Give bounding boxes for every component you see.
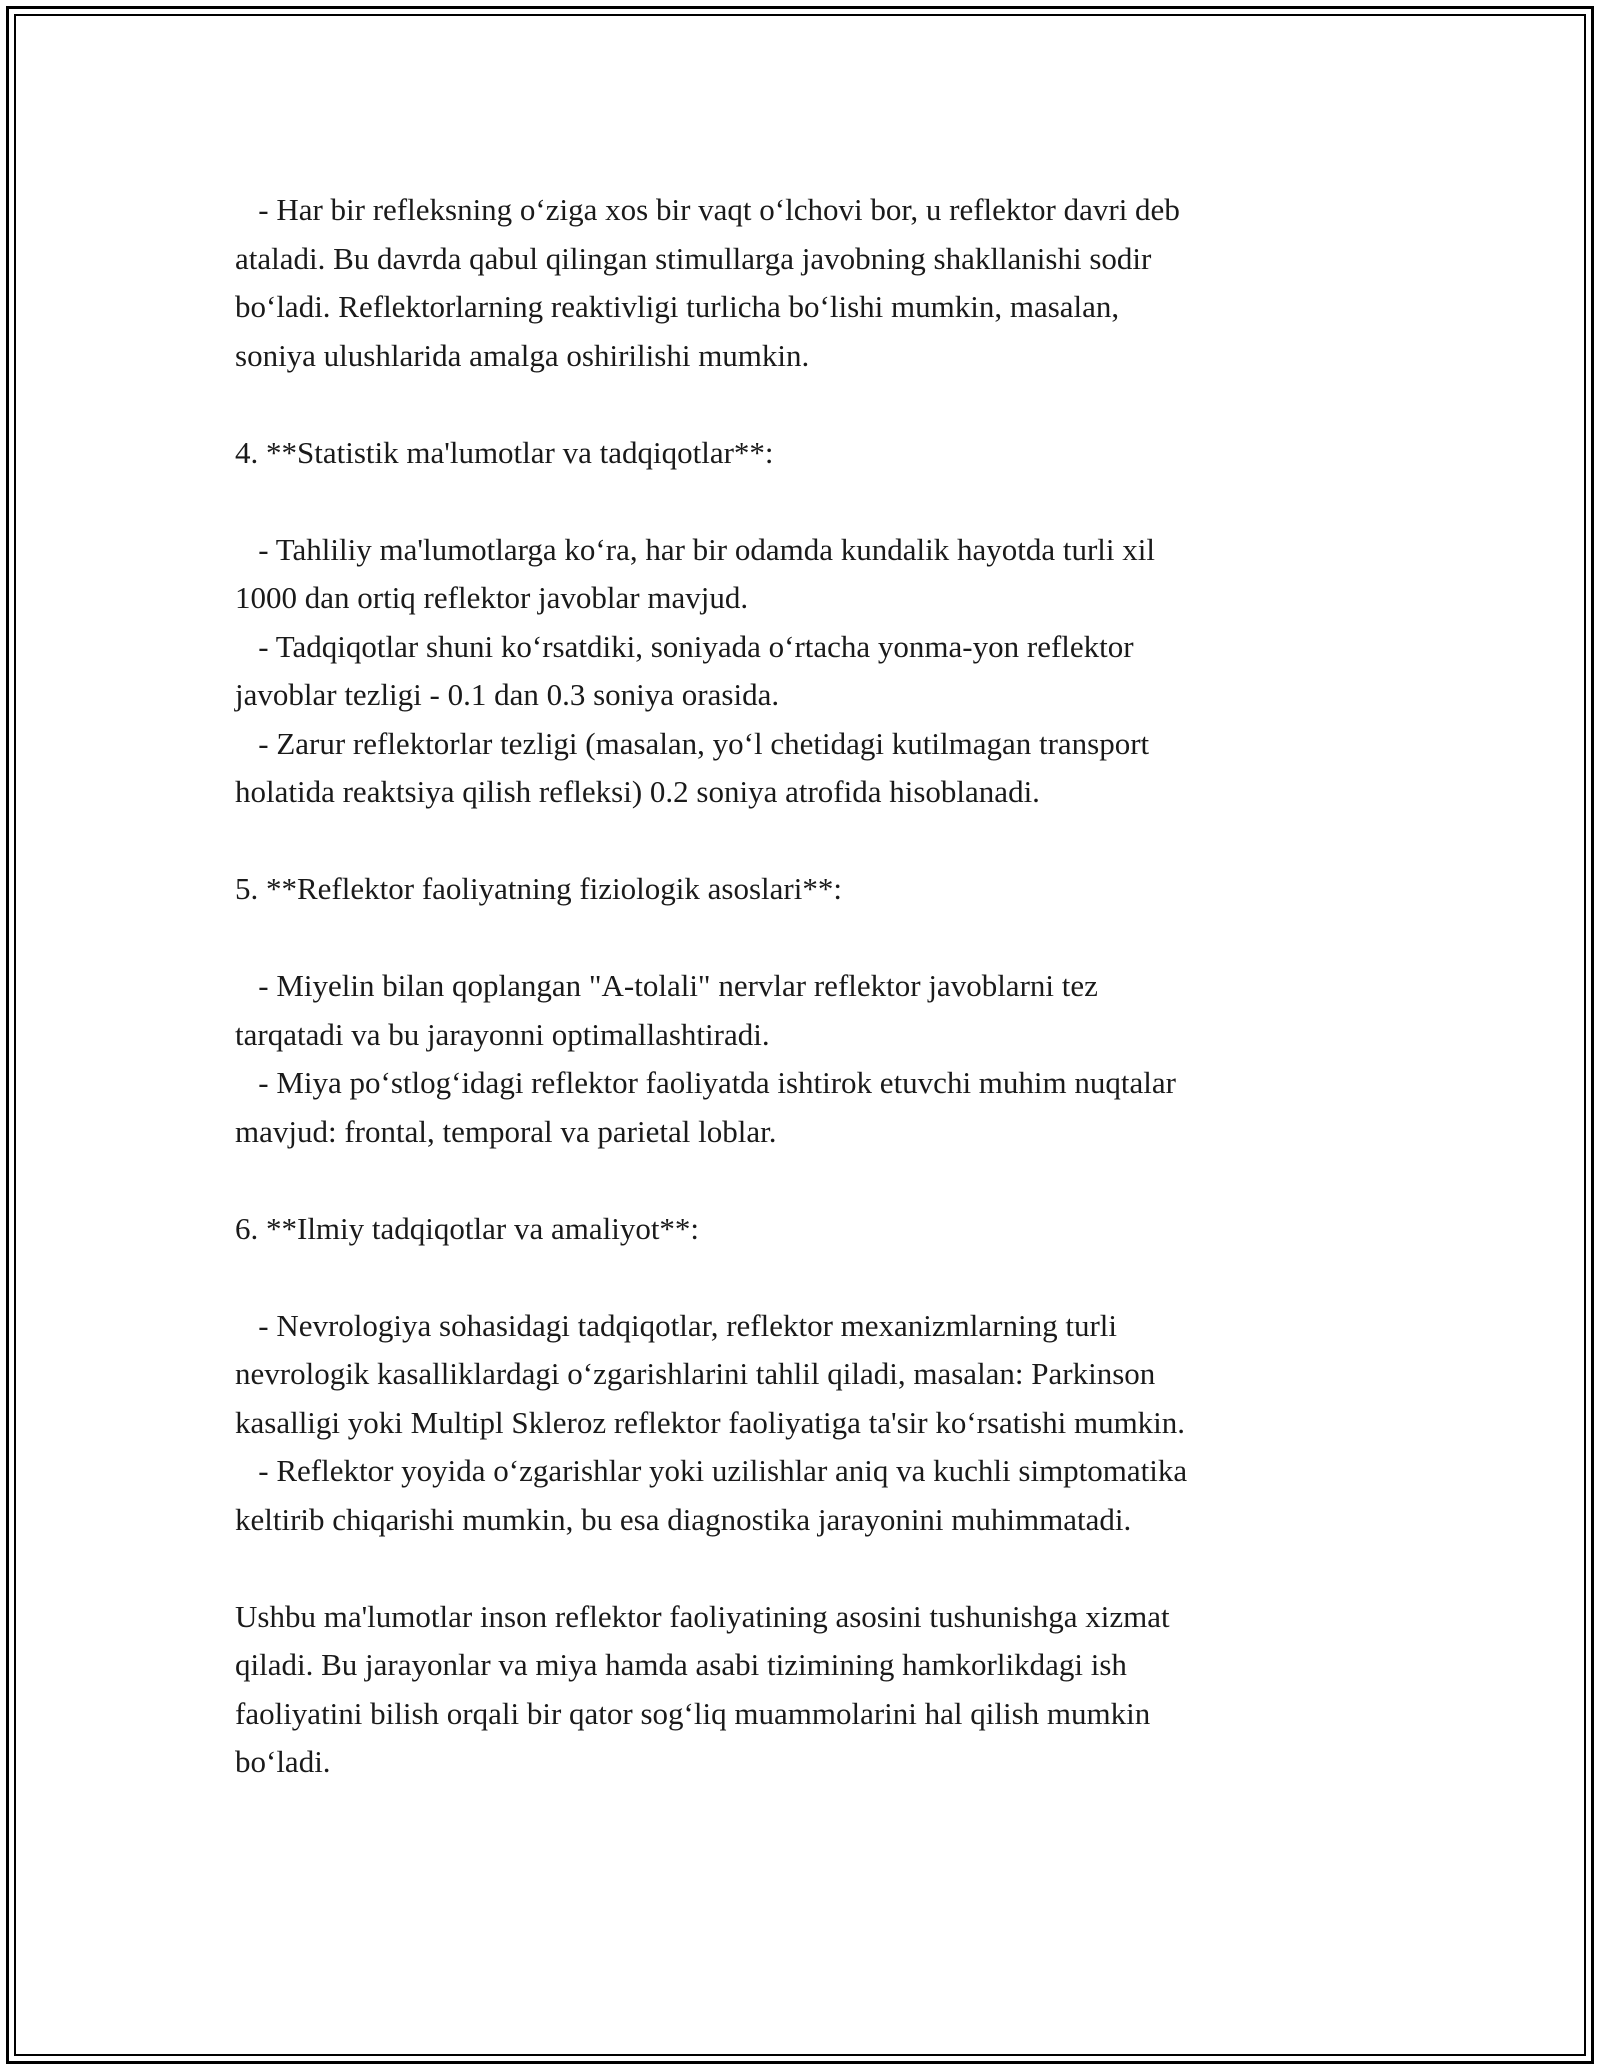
- section-heading-4: 4. **Statistik ma'lumotlar va tadqiqotlar**:: [235, 434, 774, 470]
- conclusion-line: Ushbu ma'lumotlar inson reflektor faoliyatining asosini tushunishga xizmat: [235, 1598, 1170, 1634]
- text-line: holatida reaktsiya qilish refleksi) 0.2 soniya atrofida hisoblanadi.: [235, 774, 1040, 809]
- text-line: soniya ulushlarida amalga oshirilishi mumkin.: [235, 337, 810, 373]
- blank-line: [235, 1253, 1385, 1302]
- text-line: - Reflektor yoyida o‘zgarishlar yoki uzilishlar aniq va kuchli simptomatika: [235, 1453, 1188, 1488]
- text-line: - Nevrologiya sohasidagi tadqiqotlar, reflektor mexanizmlarning turli: [235, 1307, 1118, 1343]
- text-line: kasalligi yoki Multipl Skleroz reflektor faoliyatiga ta'sir ko‘rsatishi mumkin.: [235, 1404, 1186, 1440]
- text-line: javoblar tezligi - 0.1 dan 0.3 soniya orasida.: [235, 677, 780, 712]
- text-line: 1000 dan ortiq reflektor javoblar mavjud.: [235, 580, 749, 615]
- blank-line: [235, 1544, 1385, 1593]
- document-body: [235, 186, 1385, 1787]
- text-line: nevrologik kasalliklardagi o‘zgarishlarini tahlil qiladi, masalan: Parkinson: [235, 1356, 1156, 1391]
- text-line: - Miya po‘stlog‘idagi reflektor faoliyatda ishtirok etuvchi muhim nuqtalar: [235, 1065, 1176, 1100]
- text-line: bo‘ladi. Reflektorlarning reaktivligi turlicha bo‘lishi mumkin, masalan,: [235, 289, 1120, 324]
- text-line: - Miyelin bilan qoplangan "A-tolali" nervlar reflektor javoblarni tez: [235, 968, 1098, 1003]
- text-line: ataladi. Bu davrda qabul qilingan stimullarga javobning shakllanishi sodir: [235, 240, 1152, 276]
- text-line: - Zarur reflektorlar tezligi (masalan, yo‘l chetidagi kutilmagan transport: [235, 725, 1150, 761]
- text-line: keltirib chiqarishi mumkin, bu esa diagnostika jarayonini muhimmatadi.: [235, 1501, 1132, 1537]
- blank-line: [235, 477, 1385, 526]
- section-heading-5: 5. **Reflektor faoliyatning fiziologik asoslari**:: [235, 871, 842, 906]
- conclusion-line: bo‘ladi.: [235, 1744, 331, 1779]
- section-heading-6: 6. **Ilmiy tadqiqotlar va amaliyot**:: [235, 1210, 700, 1246]
- text-line: - Tahliliy ma'lumotlarga ko‘ra, har bir odamda kundalik hayotda turli xil: [235, 531, 1155, 567]
- conclusion-line: qiladi. Bu jarayonlar va miya hamda asabi tizimining hamkorlikdagi ish: [235, 1647, 1127, 1682]
- text-line: - Har bir refleksning o‘ziga xos bir vaqt o‘lchovi bor, u reflektor davri deb: [235, 192, 1180, 227]
- blank-line: [235, 380, 1385, 429]
- conclusion-line: faoliyatini bilish orqali bir qator sog‘liq muammolarini hal qilish mumkin: [235, 1695, 1151, 1731]
- blank-line: [235, 914, 1385, 963]
- blank-line: [235, 817, 1385, 866]
- text-line: mavjud: frontal, temporal va parietal loblar.: [235, 1113, 777, 1149]
- blank-line: [235, 1156, 1385, 1205]
- text-line: tarqatadi va bu jarayonni optimallashtiradi.: [235, 1016, 770, 1052]
- text-line: - Tadqiqotlar shuni ko‘rsatdiki, soniyada o‘rtacha yonma-yon reflektor: [235, 628, 1134, 664]
